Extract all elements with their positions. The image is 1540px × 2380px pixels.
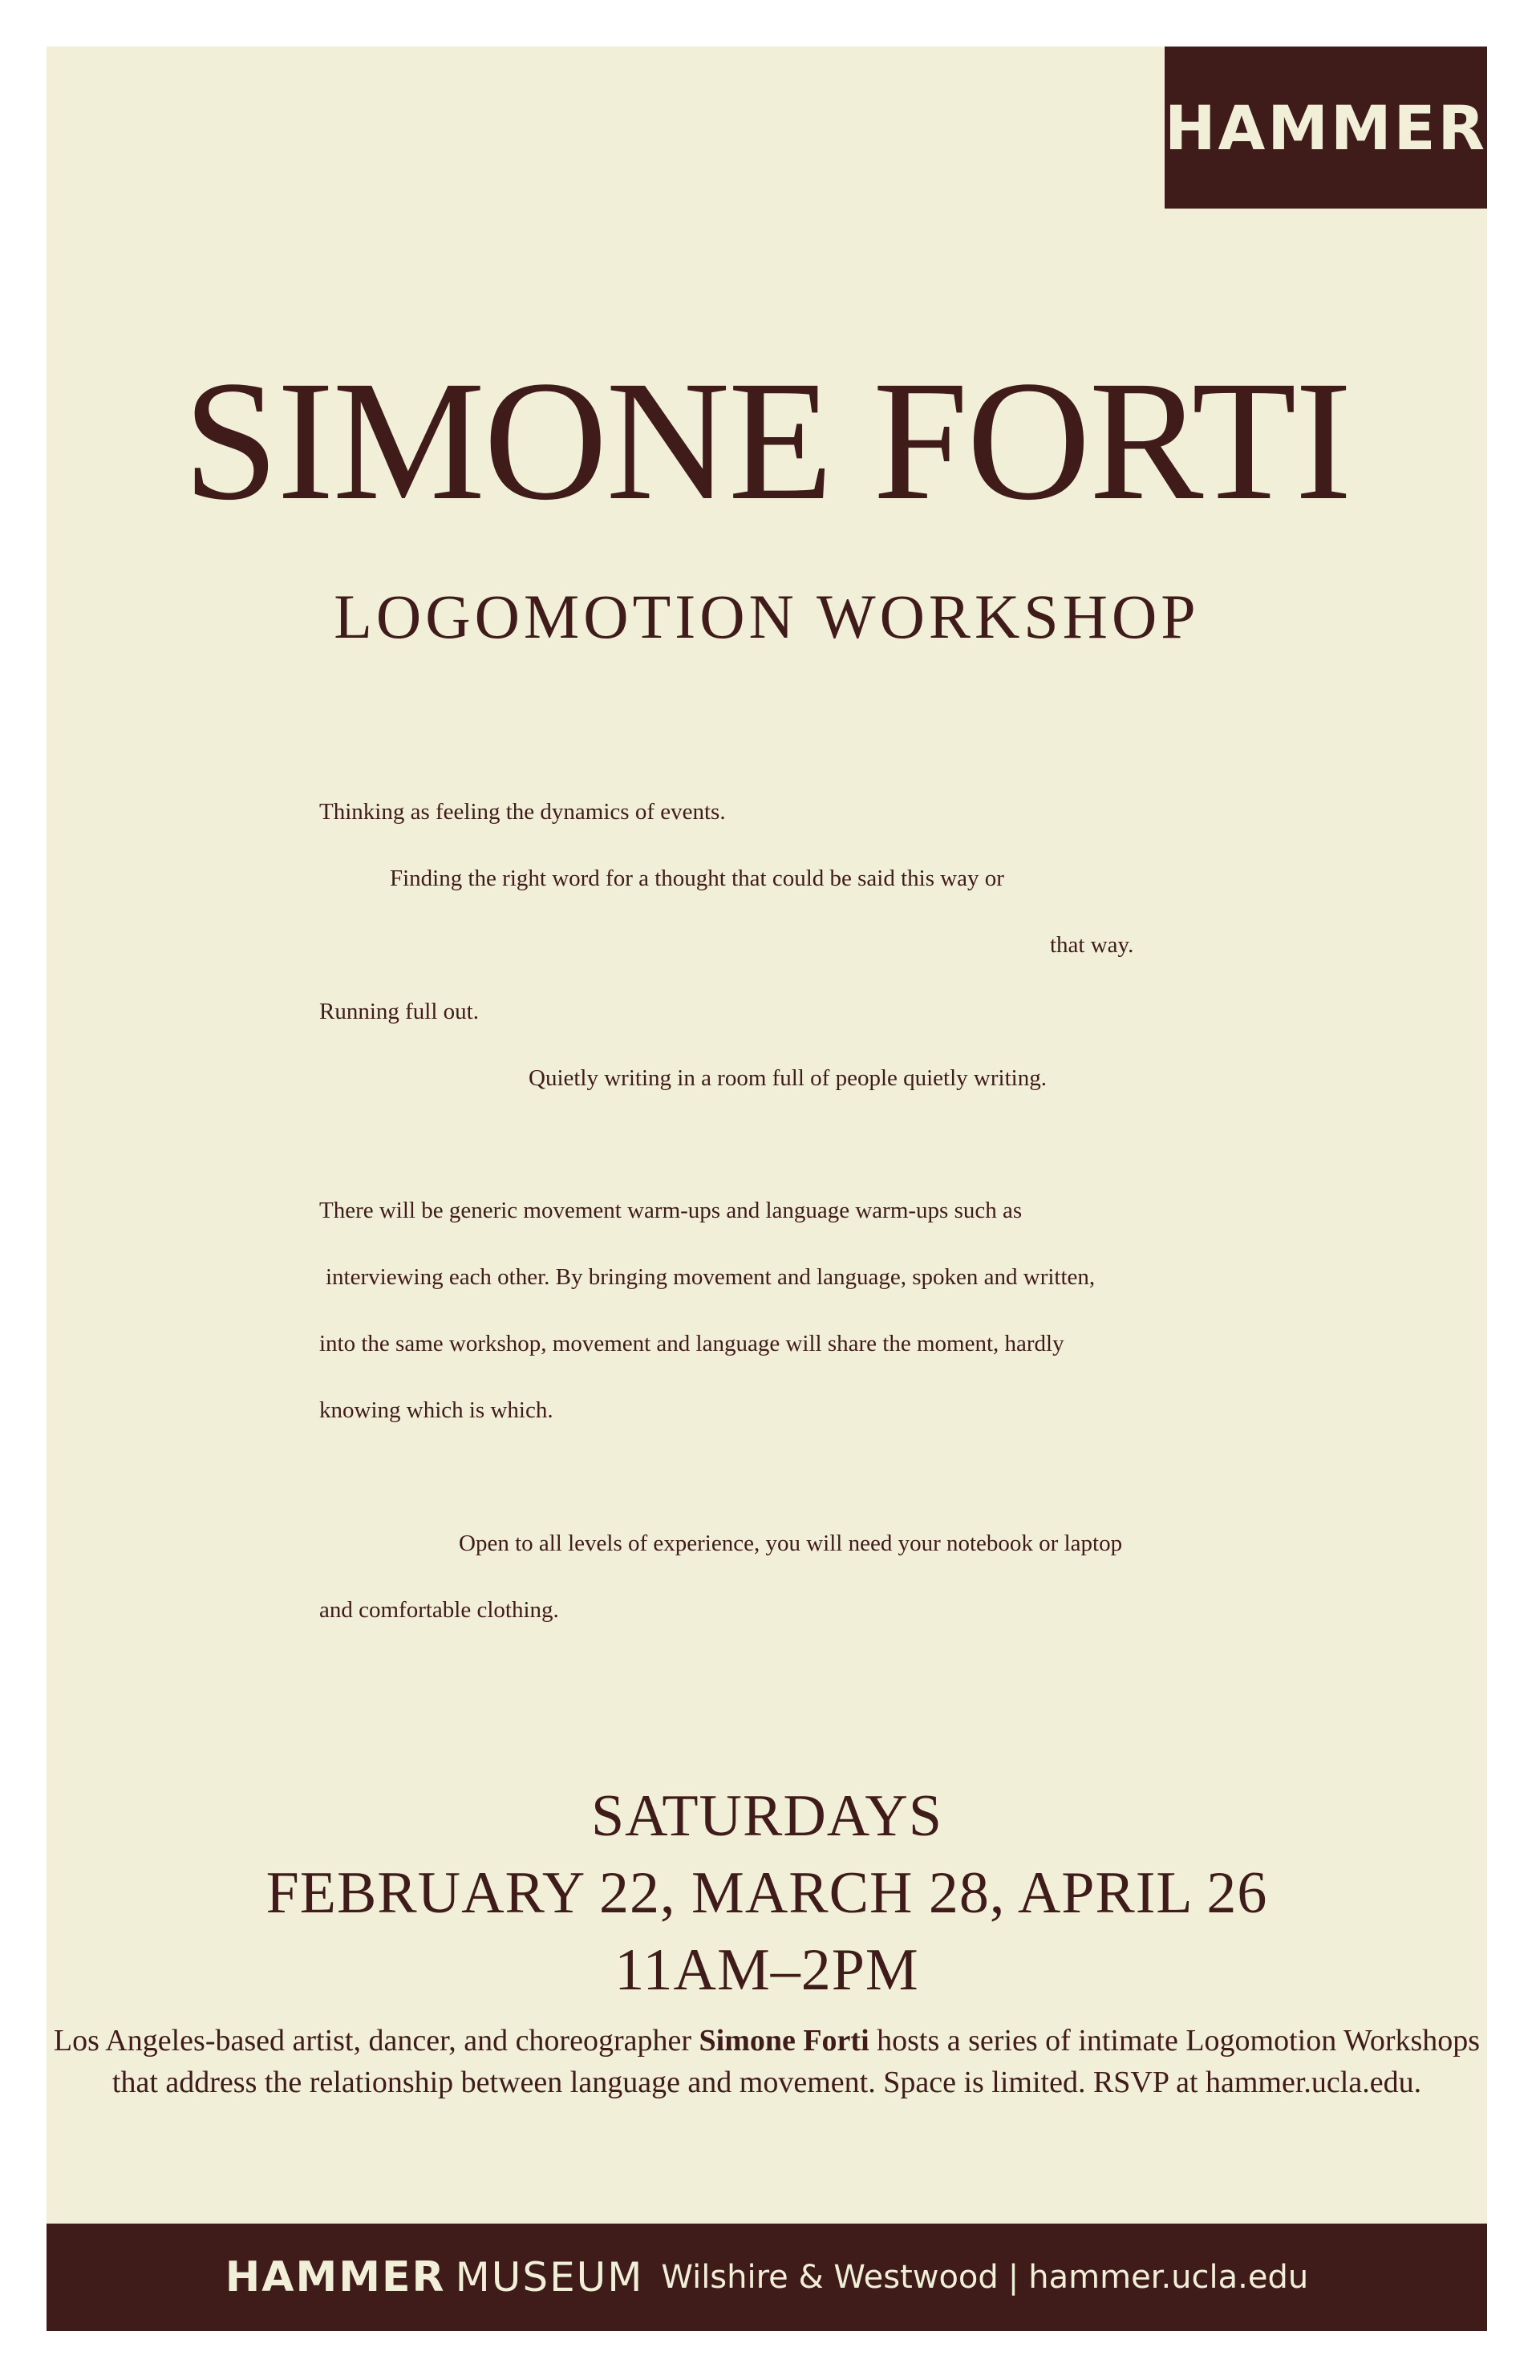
footer-separator: | [1007, 2259, 1019, 2296]
footer-url: hammer.ucla.edu [1028, 2259, 1309, 2296]
poem-line: Thinking as feeling the dynamics of events. [319, 799, 726, 825]
poem-line: Finding the right word for a thought that could be said this way or [390, 866, 1004, 891]
page-title: SIMONE FORTI [183, 346, 1351, 536]
footer-address: Wilshire & Westwood [661, 2259, 999, 2296]
schedule-dates: FEBRUARY 22, MARCH 28, APRIL 26 [265, 1860, 1268, 1926]
artist-name: Simone Forti [699, 2024, 869, 2058]
open-note-line: and comfortable clothing. [319, 1597, 559, 1623]
paragraph-line: There will be generic movement warm-ups and language warm-ups such as [319, 1198, 1023, 1223]
description [47, 2020, 1487, 2103]
paragraph-line: into the same workshop, movement and language will share the moment, hardly [319, 1331, 1064, 1356]
footer [47, 2224, 1487, 2331]
paragraph-line: knowing which is which. [319, 1397, 553, 1423]
schedule-time: 11AM–2PM [614, 1937, 919, 2003]
description-text: hosts a series of intimate Logomotion Workshops that address the relationship between language and movement. Space is limited. RSVP at hammer.ucla.edu. [111, 2024, 1481, 2099]
paragraph-line: interviewing each other. By bringing movement and language, spoken and written, [326, 1264, 1096, 1290]
poem-line: Running full out. [319, 999, 479, 1024]
hammer-logo [1165, 47, 1487, 209]
schedule [47, 1778, 1487, 2009]
footer-hammer: HAMMER [225, 2253, 446, 2301]
poem-line: that way. [1050, 932, 1134, 958]
footer-museum: MUSEUM [455, 2254, 644, 2301]
page-subtitle: LOGOMOTION WORKSHOP [334, 582, 1200, 651]
poem-line: Quietly writing in a room full of people quietly writing. [529, 1065, 1047, 1091]
open-note-line: Open to all levels of experience, you will need your notebook or laptop [459, 1531, 1123, 1556]
poster [47, 47, 1487, 2331]
logo-text: HAMMER [1164, 91, 1488, 164]
schedule-day: SATURDAYS [590, 1783, 943, 1849]
description-text: Los Angeles-based artist, dancer, and choreographer [53, 2024, 699, 2058]
